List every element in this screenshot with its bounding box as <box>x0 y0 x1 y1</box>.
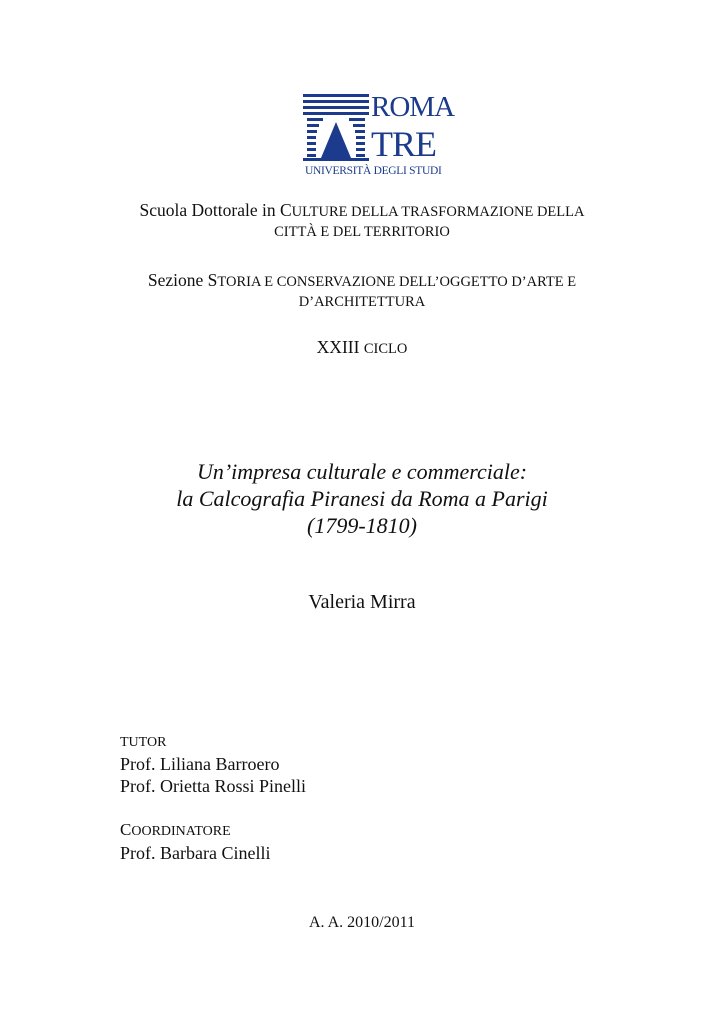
school-prefix: Scuola Dottorale in C <box>139 200 292 220</box>
section-line-2: D’ARCHITETTURA <box>298 294 426 310</box>
coordinator-name: Prof. Barbara Cinelli <box>120 843 271 863</box>
section-name-part-1: TORIA E CONSERVAZIONE DELL’OGGETTO D’ARTE E <box>217 274 577 290</box>
section-line-1 <box>0 269 724 293</box>
logo-subtitle-text: UNIVERSITÀ DEGLI STUDI <box>305 165 442 176</box>
tutor-name: Prof. Liliana Barroero <box>120 754 280 774</box>
roma-tre-logo <box>303 94 459 176</box>
thesis-title-line-2: la Calcografia Piranesi da Roma a Parigi <box>176 486 548 511</box>
school-name-part-1: ULTURE DELLA TRASFORMAZIONE DELLA <box>291 204 585 220</box>
section-prefix: Sezione S <box>147 270 218 290</box>
tutor-label: TUTOR <box>120 735 167 750</box>
thesis-author: Valeria Mirra <box>308 591 416 613</box>
thesis-title-line-3: (1799-1810) <box>307 513 417 538</box>
doctoral-cycle <box>0 336 724 360</box>
logo-tre-text: TRE <box>371 124 436 164</box>
cycle-number: XXIII <box>316 337 360 357</box>
coordinator-label-initial: C <box>120 820 132 839</box>
school-line-1 <box>0 199 724 223</box>
academic-year: A. A. 2010/2011 <box>308 914 416 931</box>
tutor-name: Prof. Orietta Rossi Pinelli <box>120 776 306 796</box>
logo-roma-text: ROMA <box>371 94 455 123</box>
thesis-title-line-1: Un’impresa culturale e commerciale: <box>196 459 528 484</box>
coordinator-label <box>120 820 231 842</box>
cycle-word: CICLO <box>363 341 408 357</box>
coordinator-label-rest: OORDINATORE <box>131 824 231 839</box>
school-line-2: CITTÀ E DEL TERRITORIO <box>274 224 450 240</box>
